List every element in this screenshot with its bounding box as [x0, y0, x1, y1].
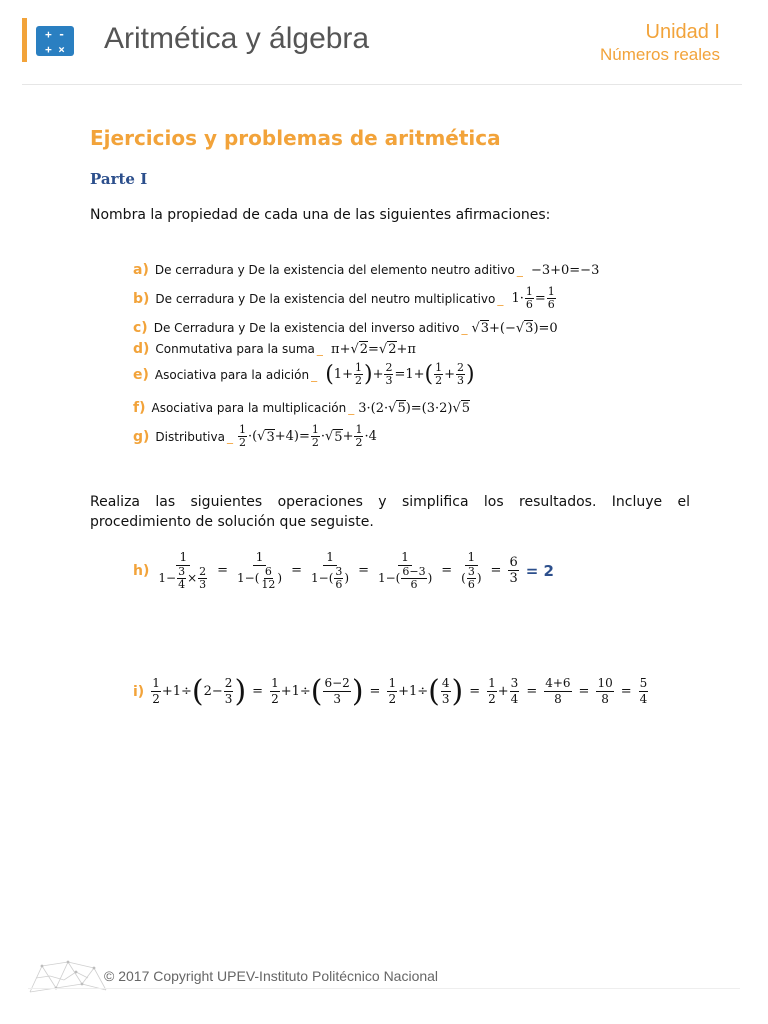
calculator-logo-icon: + - + ×	[36, 26, 74, 56]
item-letter: c)	[133, 320, 148, 336]
item-text: Asociativa para la adición	[154, 367, 310, 382]
footer-divider	[28, 988, 740, 989]
item-blank: _	[316, 342, 323, 356]
unit-title: Unidad I	[645, 21, 720, 43]
item-text: De cerradura y De la existencia del neutro multiplicativo	[155, 291, 496, 306]
page-header	[0, 0, 768, 84]
item-letter: e)	[133, 366, 149, 383]
app-title: Aritmética y álgebra	[104, 22, 370, 55]
item-text: Distributiva	[155, 429, 225, 444]
item-blank: _	[461, 321, 468, 335]
item-blank: _	[311, 367, 318, 382]
item-letter: g)	[133, 428, 150, 445]
item-letter: a)	[133, 262, 149, 278]
item-blank: _	[497, 291, 504, 306]
item-letter: h)	[133, 562, 150, 579]
header-divider	[22, 84, 742, 85]
item-text: Conmutativa para la suma	[155, 342, 315, 356]
item-letter: b)	[133, 290, 150, 307]
math-expression: π+√ 2 =√ 2 +π	[326, 341, 416, 357]
list-item-a	[133, 262, 599, 278]
instruction-paragraph: Realiza las siguientes operaciones y simplifica los resultados. Incluye el procedimiento de solución que seguiste.	[90, 494, 690, 530]
item-letter: i)	[133, 683, 145, 700]
item-blank: _	[226, 429, 233, 444]
list-item-e	[133, 362, 475, 387]
equation-h: h) 1 1− $\frac{3}{4}$ × $\frac{2}{3}$ = 1 1−( $\frac{6}{12}$ ) = 1 1−( $\frac{3}{6}$ ) = 1 1−( $\frac{6-3}{6}$ ) = 1 ( $\frac{3}{6}$ ) = $\frac{6}{3}$ = 2	[133, 550, 554, 591]
page-footer	[28, 958, 740, 998]
header-accent-bar	[22, 18, 27, 62]
unit-label	[600, 20, 720, 66]
math-expression: 1· $\frac{1}{6}$ = $\frac{1}{6}$	[507, 285, 555, 311]
item-text: De Cerradura y De la existencia del inverso aditivo	[153, 321, 460, 335]
item-letter: f)	[133, 400, 146, 416]
list-item-f	[133, 400, 470, 416]
math-expression: √ 3 +(−√ 3 )=0	[471, 320, 558, 336]
instruction-text: Nombra la propiedad de cada una de las siguientes afirmaciones:	[90, 207, 551, 223]
item-letter: d)	[133, 341, 150, 357]
h-result: = 2	[525, 561, 554, 580]
list-item-b	[133, 286, 557, 311]
math-expression: −3+0=−3	[526, 262, 600, 278]
item-text: Asociativa para la multiplicación	[151, 401, 347, 415]
unit-subtitle: Números reales	[600, 45, 720, 64]
part-heading: Parte I	[90, 170, 148, 188]
math-expression: ( 1+ $\frac{1}{2}$ ) + $\frac{2}{3}$ =1+ ( $\frac{1}{2}$ + $\frac{2}{3}$ )	[325, 361, 475, 387]
list-item-c	[133, 320, 558, 336]
equation-i: i) $\frac{1}{2}$ +1÷ ( 2− $\frac{2}{3}$ ) = $\frac{1}{2}$ +1÷ ( $\frac{6-2}{3}$ ) = $\frac{1}{2}$ +1÷ ( $\frac{4}{3}$ ) = $\frac{1}{2}$ + $\frac{3}{4}$ = $\frac{4+6}{8}$ = $\frac{10}{8}$ = $\frac{5}{4}$	[133, 673, 648, 709]
item-blank: _	[516, 263, 523, 277]
copyright-text: © 2017 Copyright UPEV-Instituto Politécnico Nacional	[104, 968, 439, 984]
math-expression: 3·(2·√ 5 )=(3·2)√ 5	[358, 400, 471, 416]
document-title: Ejercicios y problemas de aritmética	[90, 126, 501, 150]
item-text: De cerradura y De la existencia del elemento neutro aditivo	[154, 263, 515, 277]
list-item-d	[133, 341, 416, 357]
item-blank: _	[348, 401, 355, 415]
list-item-g	[133, 424, 377, 449]
math-expression: $\frac{1}{2}$ ·(√ 3 +4)= $\frac{1}{2}$ ·√ 5 + $\frac{1}{2}$ ·4	[238, 423, 377, 449]
